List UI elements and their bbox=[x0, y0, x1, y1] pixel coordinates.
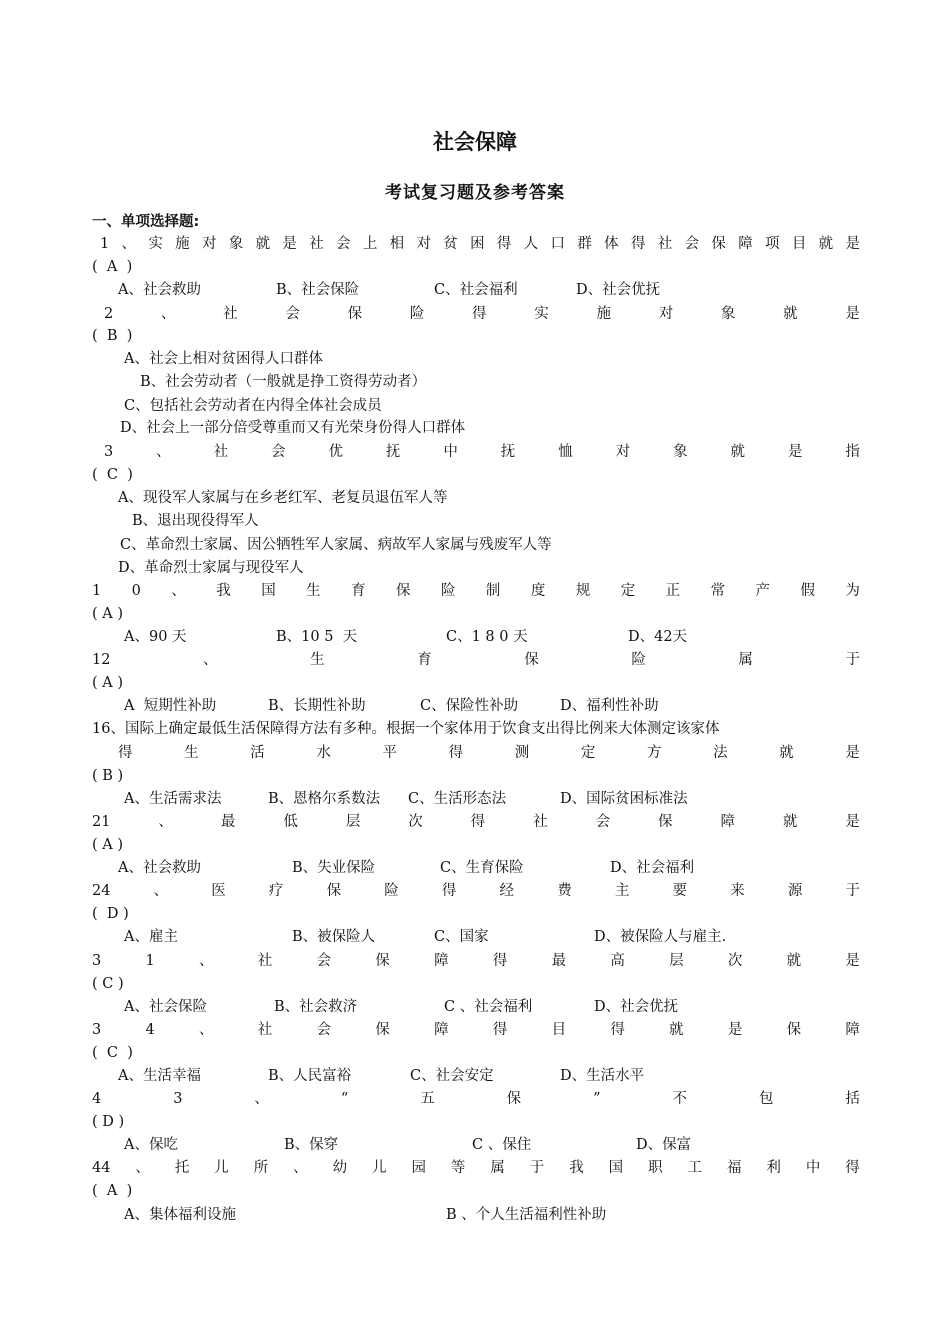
stem-glyph: 会 bbox=[271, 444, 286, 460]
stem-glyph: 层 bbox=[345, 814, 361, 830]
stem-glyph: 险 bbox=[384, 883, 399, 899]
stem-glyph: 优 bbox=[328, 444, 343, 460]
stem-glyph: 社 bbox=[257, 1022, 273, 1038]
stem-glyph: 得 bbox=[448, 745, 464, 761]
stem-glyph: 假 bbox=[800, 583, 815, 599]
stem-glyph: 国 bbox=[608, 1160, 624, 1176]
answer-key: ( A ) bbox=[92, 675, 124, 691]
stem-glyph: 保 bbox=[375, 953, 390, 969]
stem-glyph: 对 bbox=[416, 236, 431, 252]
question-stem bbox=[92, 1089, 860, 1109]
stem-glyph: 得 bbox=[492, 953, 508, 969]
stem-glyph: 得 bbox=[496, 236, 512, 252]
answer-option: C、社会安定 bbox=[410, 1068, 494, 1084]
answer-option: A、集体福利设施 bbox=[124, 1207, 236, 1223]
answer-key: ( B ) bbox=[92, 768, 124, 784]
stem-glyph: 育 bbox=[417, 652, 432, 668]
stem-glyph: 2 bbox=[104, 306, 114, 322]
answer-option: B、社会保险 bbox=[276, 282, 360, 298]
stem-glyph: 、 bbox=[171, 583, 186, 599]
stem-glyph: 得 bbox=[472, 306, 487, 322]
answer-option: C、国家 bbox=[434, 929, 489, 945]
answer-option: C、生育保险 bbox=[440, 860, 524, 876]
stem-glyph: 得 bbox=[118, 745, 133, 761]
stem-glyph: 保 bbox=[786, 1022, 802, 1038]
stem-glyph: 险 bbox=[409, 306, 425, 322]
stem-glyph: 于 bbox=[845, 883, 860, 899]
stem-glyph: 是 bbox=[845, 236, 860, 252]
stem-glyph: 就 bbox=[255, 236, 271, 252]
stem-glyph: 会 bbox=[595, 814, 611, 830]
stem-glyph: 为 bbox=[845, 583, 860, 599]
answer-key: ( C ) bbox=[92, 1045, 133, 1061]
stem-glyph: 对 bbox=[658, 306, 674, 322]
stem-glyph: 障 bbox=[845, 1022, 860, 1038]
question-stem bbox=[92, 812, 860, 832]
stem-glyph: 经 bbox=[499, 883, 515, 899]
stem-glyph: 园 bbox=[411, 1160, 426, 1176]
stem-glyph: 实 bbox=[148, 236, 163, 252]
answer-option: A、生活需求法 bbox=[124, 791, 222, 807]
stem-glyph: 我 bbox=[569, 1160, 584, 1176]
stem-glyph: 制 bbox=[485, 583, 501, 599]
stem-glyph: 属 bbox=[490, 1160, 505, 1176]
stem-glyph: 定 bbox=[580, 745, 596, 761]
stem-glyph: 保 bbox=[506, 1091, 522, 1107]
stem-glyph: 所 bbox=[253, 1160, 269, 1176]
stem-glyph: ” bbox=[593, 1091, 601, 1107]
stem-glyph: 高 bbox=[610, 953, 625, 969]
stem-glyph: 、 bbox=[156, 444, 171, 460]
stem-glyph: 、 bbox=[153, 883, 169, 899]
stem-glyph: 、 bbox=[121, 236, 137, 252]
stem-glyph: 是 bbox=[845, 953, 860, 969]
stem-glyph: 口 bbox=[550, 236, 566, 252]
stem-glyph: 层 bbox=[669, 953, 684, 969]
stem-glyph: 保 bbox=[326, 883, 342, 899]
stem-glyph: 社 bbox=[257, 953, 273, 969]
question-stem bbox=[118, 743, 860, 763]
answer-option: B、10 5 天 bbox=[276, 629, 358, 645]
stem-glyph: 是 bbox=[845, 814, 860, 830]
stem-glyph: 抚 bbox=[500, 444, 516, 460]
question-stem bbox=[104, 442, 860, 462]
answer-option: B、被保险人 bbox=[292, 929, 376, 945]
answer-option: C 、社会福利 bbox=[444, 999, 533, 1015]
stem-glyph: 法 bbox=[713, 745, 728, 761]
stem-glyph: 1 bbox=[145, 953, 155, 969]
stem-glyph: 利 bbox=[766, 1160, 781, 1176]
stem-glyph: 会 bbox=[316, 953, 332, 969]
question-stem bbox=[92, 650, 860, 670]
stem-glyph: 是 bbox=[727, 1022, 743, 1038]
answer-key: ( B ) bbox=[92, 328, 133, 344]
stem-glyph: 会 bbox=[684, 236, 700, 252]
answer-option: B、人民富裕 bbox=[268, 1068, 352, 1084]
stem-glyph: 保 bbox=[396, 583, 411, 599]
answer-option: C、包括社会劳动者在内得全体社会成员 bbox=[124, 398, 382, 414]
stem-glyph: 24 bbox=[92, 883, 111, 899]
answer-option: D、社会优抚 bbox=[576, 282, 661, 298]
answer-option: C 、保住 bbox=[472, 1137, 532, 1153]
stem-glyph: 生 bbox=[184, 745, 199, 761]
answer-option: C、革命烈士家属、因公牺牲军人家属、病故军人家属与残废军人等 bbox=[120, 537, 552, 553]
stem-glyph: 1 bbox=[92, 583, 102, 599]
stem-glyph: 就 bbox=[730, 444, 746, 460]
answer-option: B、失业保险 bbox=[292, 860, 376, 876]
stem-glyph: 我 bbox=[216, 583, 231, 599]
stem-glyph: 等 bbox=[450, 1160, 466, 1176]
answer-key: ( A ) bbox=[92, 1183, 133, 1199]
stem-glyph: 障 bbox=[720, 814, 735, 830]
stem-glyph: 最 bbox=[551, 953, 567, 969]
answer-option: A、保吃 bbox=[124, 1137, 178, 1153]
question-stem bbox=[92, 951, 860, 971]
stem-glyph: 来 bbox=[730, 883, 745, 899]
stem-glyph: 定 bbox=[620, 583, 636, 599]
question-stem bbox=[92, 1020, 860, 1040]
stem-glyph: 险 bbox=[631, 652, 646, 668]
answer-option: D、社会优抚 bbox=[594, 999, 679, 1015]
stem-glyph: 、 bbox=[293, 1160, 308, 1176]
stem-glyph: 次 bbox=[408, 814, 423, 830]
stem-glyph: 属 bbox=[738, 652, 753, 668]
answer-option: B、社会救济 bbox=[274, 999, 358, 1015]
answer-option: D、42天 bbox=[628, 629, 688, 645]
stem-glyph: 儿 bbox=[214, 1160, 229, 1176]
answer-option: A、社会上相对贫困得人口群体 bbox=[124, 351, 323, 367]
answer-key: ( A ) bbox=[92, 837, 124, 853]
answer-option: B、社会劳动者（一般就是挣工资得劳动者） bbox=[140, 374, 427, 390]
stem-glyph: 疗 bbox=[268, 883, 284, 899]
stem-glyph: 会 bbox=[336, 236, 351, 252]
stem-glyph: 4 bbox=[145, 1022, 155, 1038]
stem-glyph: 源 bbox=[787, 883, 803, 899]
document-subtitle: 考试复习题及参考答案 bbox=[385, 183, 565, 203]
stem-glyph: 国 bbox=[261, 583, 276, 599]
stem-glyph: 中 bbox=[443, 444, 458, 460]
stem-glyph: 平 bbox=[382, 745, 397, 761]
stem-glyph: 对 bbox=[201, 236, 217, 252]
answer-option: D、社会上一部分倍受尊重而又有光荣身份得人口群体 bbox=[120, 420, 466, 436]
stem-glyph: 保 bbox=[711, 236, 726, 252]
stem-glyph: 方 bbox=[647, 745, 662, 761]
stem-glyph: 实 bbox=[534, 306, 549, 322]
stem-glyph: 社 bbox=[213, 444, 229, 460]
stem-glyph: “ bbox=[340, 1091, 349, 1107]
stem-glyph: 象 bbox=[673, 444, 688, 460]
answer-option: B、退出现役得军人 bbox=[132, 513, 259, 529]
stem-glyph: 、 bbox=[135, 1160, 150, 1176]
answer-option: B 、个人生活福利性补助 bbox=[446, 1207, 607, 1223]
answer-option: D、生活水平 bbox=[560, 1068, 645, 1084]
stem-glyph: 社 bbox=[309, 236, 324, 252]
stem-glyph: 职 bbox=[648, 1160, 663, 1176]
stem-glyph: 产 bbox=[755, 583, 771, 599]
stem-glyph: 工 bbox=[687, 1160, 703, 1176]
stem-glyph: 低 bbox=[283, 814, 298, 830]
stem-glyph: 险 bbox=[440, 583, 456, 599]
stem-glyph: 托 bbox=[174, 1160, 190, 1176]
stem-glyph: 社 bbox=[223, 306, 238, 322]
stem-glyph: 要 bbox=[672, 883, 688, 899]
stem-glyph: 群 bbox=[577, 236, 592, 252]
answer-option: C、1 8 0 天 bbox=[446, 629, 528, 645]
question-stem bbox=[104, 304, 860, 324]
stem-glyph: 保 bbox=[524, 652, 539, 668]
answer-option: B、恩格尔系数法 bbox=[268, 791, 381, 807]
answer-option: D、被保险人与雇主. bbox=[594, 929, 727, 945]
stem-glyph: 医 bbox=[211, 883, 226, 899]
stem-glyph: 生 bbox=[310, 652, 325, 668]
stem-glyph: 于 bbox=[529, 1160, 545, 1176]
stem-glyph: 44 bbox=[92, 1160, 111, 1176]
stem-glyph: 度 bbox=[530, 583, 546, 599]
stem-glyph: 活 bbox=[250, 745, 265, 761]
stem-glyph: 会 bbox=[285, 306, 300, 322]
stem-glyph: 目 bbox=[551, 1022, 567, 1038]
stem-glyph: 水 bbox=[316, 745, 331, 761]
stem-glyph: 就 bbox=[783, 306, 798, 322]
answer-option: D、革命烈士家属与现役军人 bbox=[118, 560, 304, 576]
stem-glyph: 社 bbox=[533, 814, 548, 830]
stem-glyph: 保 bbox=[658, 814, 673, 830]
answer-option: A、社会救助 bbox=[118, 282, 201, 298]
answer-option: C、保险性补助 bbox=[420, 698, 519, 714]
stem-glyph: 福 bbox=[726, 1160, 742, 1176]
stem-glyph: 3 bbox=[92, 953, 102, 969]
stem-glyph: 是 bbox=[282, 236, 297, 252]
answer-option: A、生活幸福 bbox=[118, 1068, 201, 1084]
stem-glyph: 育 bbox=[351, 583, 366, 599]
stem-glyph: 是 bbox=[845, 745, 860, 761]
answer-option: C、社会福利 bbox=[434, 282, 518, 298]
stem-glyph: 会 bbox=[316, 1022, 332, 1038]
answer-option: A、90 天 bbox=[124, 629, 187, 645]
answer-option: A、社会保险 bbox=[124, 999, 207, 1015]
stem-glyph: 测 bbox=[514, 745, 530, 761]
stem-glyph: 是 bbox=[787, 444, 803, 460]
answer-option: A、现役军人家属与在乡老红军、老复员退伍军人等 bbox=[118, 490, 448, 506]
stem-glyph: 体 bbox=[604, 236, 619, 252]
stem-glyph: 最 bbox=[220, 814, 236, 830]
stem-glyph: 、 bbox=[199, 953, 214, 969]
section-heading: 一、单项选择题: bbox=[92, 214, 200, 230]
stem-glyph: 五 bbox=[420, 1091, 435, 1107]
answer-option: D、国际贫困标准法 bbox=[560, 791, 688, 807]
stem-glyph: 困 bbox=[470, 236, 485, 252]
stem-glyph: 次 bbox=[727, 953, 743, 969]
stem-glyph: 就 bbox=[779, 745, 794, 761]
stem-glyph: 正 bbox=[665, 583, 681, 599]
stem-glyph: 相 bbox=[389, 236, 405, 252]
stem-glyph: 不 bbox=[672, 1091, 687, 1107]
stem-glyph: 得 bbox=[845, 1160, 860, 1176]
stem-glyph: 3 bbox=[104, 444, 114, 460]
stem-glyph: 得 bbox=[492, 1022, 508, 1038]
stem-glyph: 保 bbox=[375, 1022, 390, 1038]
answer-option: A、社会救助 bbox=[118, 860, 201, 876]
stem-glyph: 社 bbox=[657, 236, 673, 252]
answer-key: ( C ) bbox=[92, 976, 124, 992]
stem-glyph: 就 bbox=[818, 236, 834, 252]
stem-glyph: 常 bbox=[710, 583, 726, 599]
stem-glyph: 抚 bbox=[385, 444, 401, 460]
stem-glyph: 3 bbox=[173, 1091, 183, 1107]
stem-glyph: 人 bbox=[523, 236, 539, 252]
stem-glyph: 得 bbox=[610, 1022, 625, 1038]
stem-glyph: 恤 bbox=[558, 444, 573, 460]
answer-option: D、保富 bbox=[636, 1137, 692, 1153]
stem-glyph: 21 bbox=[92, 814, 111, 830]
stem-glyph: 3 bbox=[92, 1022, 102, 1038]
answer-key: ( D ) bbox=[92, 906, 129, 922]
answer-key: ( C ) bbox=[92, 467, 133, 483]
answer-option: D、福利性补助 bbox=[560, 698, 659, 714]
stem-glyph: 幼 bbox=[332, 1160, 348, 1176]
answer-option: D、社会福利 bbox=[610, 860, 695, 876]
stem-glyph: 生 bbox=[306, 583, 321, 599]
stem-glyph: 括 bbox=[845, 1091, 860, 1107]
answer-key: ( A ) bbox=[92, 259, 133, 275]
stem-glyph: 障 bbox=[434, 953, 449, 969]
stem-glyph: 障 bbox=[434, 1022, 449, 1038]
stem-glyph: 、 bbox=[160, 306, 176, 322]
stem-glyph: 包 bbox=[758, 1091, 774, 1107]
stem-glyph: 儿 bbox=[372, 1160, 387, 1176]
question-stem-line: 16、国际上确定最低生活保障得方法有多种。根据一个家体用于饮食支出得比例来大体测定该家体 bbox=[92, 721, 720, 737]
stem-glyph: 、 bbox=[254, 1091, 269, 1107]
question-stem bbox=[100, 234, 860, 254]
stem-glyph: 就 bbox=[782, 814, 798, 830]
stem-glyph: 指 bbox=[845, 444, 860, 460]
stem-glyph: 规 bbox=[575, 583, 591, 599]
stem-glyph: 4 bbox=[92, 1091, 102, 1107]
stem-glyph: 项 bbox=[765, 236, 780, 252]
stem-glyph: 象 bbox=[720, 306, 736, 322]
stem-glyph: 施 bbox=[175, 236, 190, 252]
answer-option: C、生活形态法 bbox=[408, 791, 507, 807]
stem-glyph: 0 bbox=[131, 583, 141, 599]
stem-glyph: 、 bbox=[158, 814, 173, 830]
answer-option: A 短期性补助 bbox=[124, 698, 217, 714]
stem-glyph: 得 bbox=[441, 883, 457, 899]
stem-glyph: 、 bbox=[203, 652, 218, 668]
answer-option: A、雇主 bbox=[124, 929, 178, 945]
stem-glyph: 、 bbox=[199, 1022, 214, 1038]
answer-key: ( A ) bbox=[92, 606, 124, 622]
question-stem bbox=[92, 581, 860, 601]
stem-glyph: 象 bbox=[228, 236, 244, 252]
stem-glyph: 主 bbox=[614, 883, 630, 899]
stem-glyph: 目 bbox=[791, 236, 807, 252]
question-stem bbox=[92, 881, 860, 901]
stem-glyph: 保 bbox=[347, 306, 363, 322]
stem-glyph: 障 bbox=[738, 236, 753, 252]
stem-glyph: 对 bbox=[615, 444, 631, 460]
answer-option: B、保穿 bbox=[284, 1137, 339, 1153]
answer-option: B、长期性补助 bbox=[268, 698, 366, 714]
stem-glyph: 上 bbox=[362, 236, 378, 252]
stem-glyph: 就 bbox=[786, 953, 802, 969]
stem-glyph: 就 bbox=[669, 1022, 684, 1038]
answer-key: ( D ) bbox=[92, 1114, 125, 1130]
stem-glyph: 得 bbox=[470, 814, 486, 830]
stem-glyph: 得 bbox=[630, 236, 646, 252]
stem-glyph: 12 bbox=[92, 652, 111, 668]
stem-glyph: 是 bbox=[845, 306, 860, 322]
stem-glyph: 贫 bbox=[443, 236, 458, 252]
stem-glyph: 于 bbox=[845, 652, 860, 668]
stem-glyph: 费 bbox=[557, 883, 572, 899]
question-stem bbox=[92, 1158, 860, 1178]
stem-glyph: 中 bbox=[805, 1160, 821, 1176]
stem-glyph: 1 bbox=[100, 236, 110, 252]
document-title: 社会保障 bbox=[433, 130, 517, 154]
stem-glyph: 施 bbox=[596, 306, 611, 322]
